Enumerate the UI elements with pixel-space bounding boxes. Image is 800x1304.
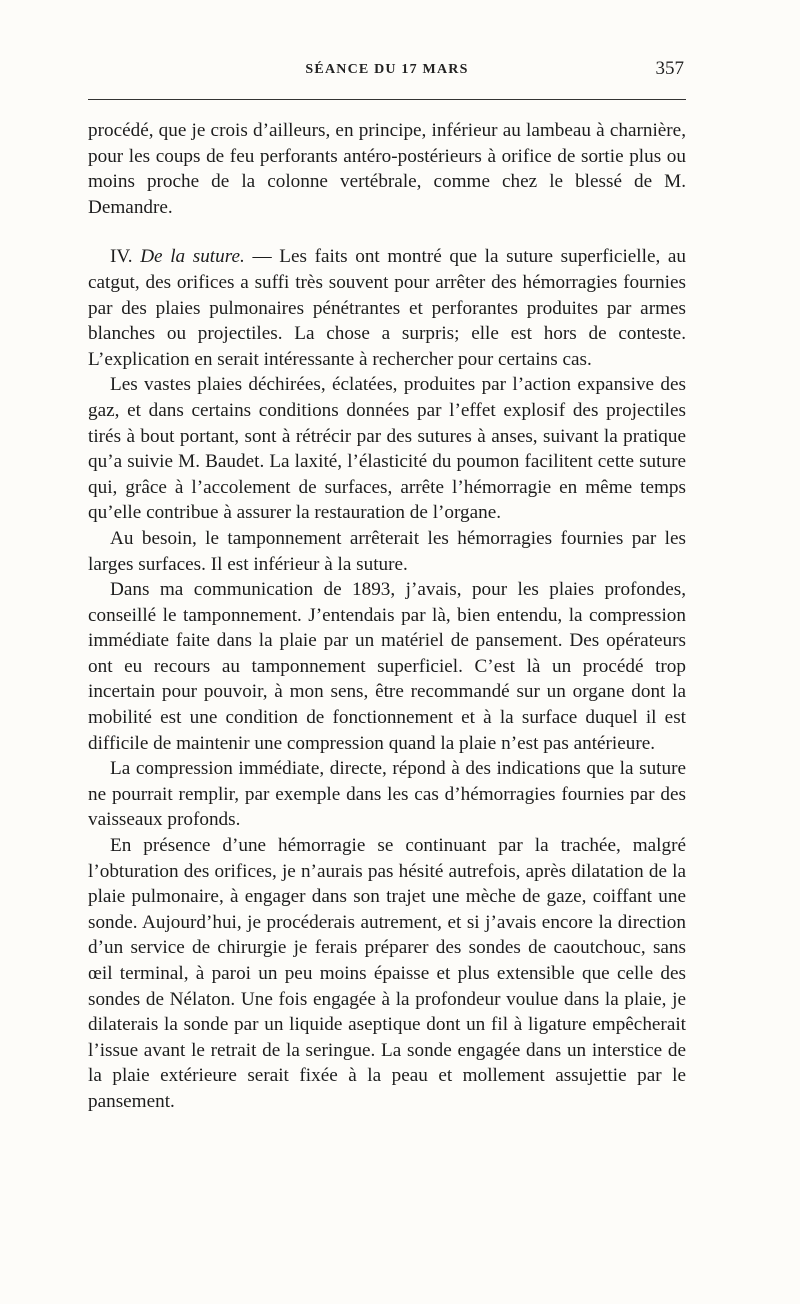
paragraph-text: Dans ma communication de 1893, j’avais, pour les plaies profondes, conseillé le tamponnement. J’entendais par là, bien entendu, la compression immédiate faite dans la plaie par un matériel de pansement. Des opérateurs ont eu recours au tamponnement superficiel. C’est là un procédé trop incertain pour pouvoir, à mon sens, être recommandé sur un organe dont la mobilité est une condition de fonctionnement et à la surface duquel il est difficile de maintenir une compression quand la plaie n’est pas antérieure. xyxy=(88,579,686,754)
page-header xyxy=(88,58,686,88)
paragraph-text: Au besoin, le tamponnement arrêterait les hémorragies fournies par les larges surfaces. Il est inférieur à la suture. xyxy=(88,527,686,575)
paragraph xyxy=(88,372,686,526)
book-page xyxy=(88,58,687,1112)
paragraph-text: procédé, que je crois d’ailleurs, en principe, inférieur au lambeau à charnière, pour les coups de feu perforants antéro-postérieurs à orifice de sortie plus ou moins proche de la colonne vertébrale, comme chez le blessé de M. Demandre. xyxy=(88,120,686,218)
body-text xyxy=(88,118,686,1115)
paragraph-continuation xyxy=(88,118,686,220)
section-title: De la suture. xyxy=(140,246,245,268)
running-title: SÉANCE DU 17 MARS xyxy=(305,62,469,77)
paragraph xyxy=(88,756,686,833)
paragraph-text: En présence d’une hémorragie se continuant par la trachée, malgré l’obturation des orifices, je n’aurais pas hésité autrefois, après dilatation de la plaie pulmonaire, à engager dans son trajet une mèche de gaze, coiffant une sonde. Aujourd’hui, je procéderais autrement, et si j’avais encore la direction d’un service de chirurgie je ferais préparer des sondes de caoutchouc, sans œil terminal, à paroi un peu moins épaisse et plus extensible que celle des sondes de Nélaton. Une fois engagée à la profondeur voulue dans la plaie, je dilaterais la sonde par un liquide aseptique dont un fil à ligature empêcherait l’issue avant le retrait de la seringue. La sonde engagée dans un interstice de la plaie extérieure serait fixée à la peau et mollement assujettie par le pansement. xyxy=(88,835,686,1112)
section-number: IV. xyxy=(110,246,133,268)
paragraph-text: Les vastes plaies déchirées, éclatées, produites par l’action expansive des gaz, et dans certains conditions données par l’effet explosif des projectiles tirés à bout portant, sont à rétrécir par des sutures à anses, suivant la pratique qu’a suivie M. Baudet. La laxité, l’élasticité du poumon facilitent cette suture qui, grâce à l’accolement de surfaces, arrête l’hémorragie en même temps qu’elle contribue à assurer la restauration de l’organe. xyxy=(88,374,686,524)
page-number: 357 xyxy=(655,58,684,79)
header-rule xyxy=(88,99,686,100)
paragraph xyxy=(88,577,686,756)
paragraph-section-iv xyxy=(88,244,686,372)
paragraph xyxy=(88,526,686,577)
paragraph xyxy=(88,833,686,1115)
paragraph-text: La compression immédiate, directe, répond à des indications que la suture ne pourrait remplir, par exemple dans les cas d’hémorragies fournies par des vaisseaux profonds. xyxy=(88,758,686,831)
paragraph-text: — Les faits ont montré que la suture superficielle, au catgut, des orifices a suffi très souvent pour arrêter des hémorragies fournies par des plaies pulmonaires pénétrantes et perforantes produites par armes blanches ou projectiles. La chose a surpris; elle est hors de conteste. L’explication en serait intéressante à rechercher pour certains cas. xyxy=(88,246,687,370)
